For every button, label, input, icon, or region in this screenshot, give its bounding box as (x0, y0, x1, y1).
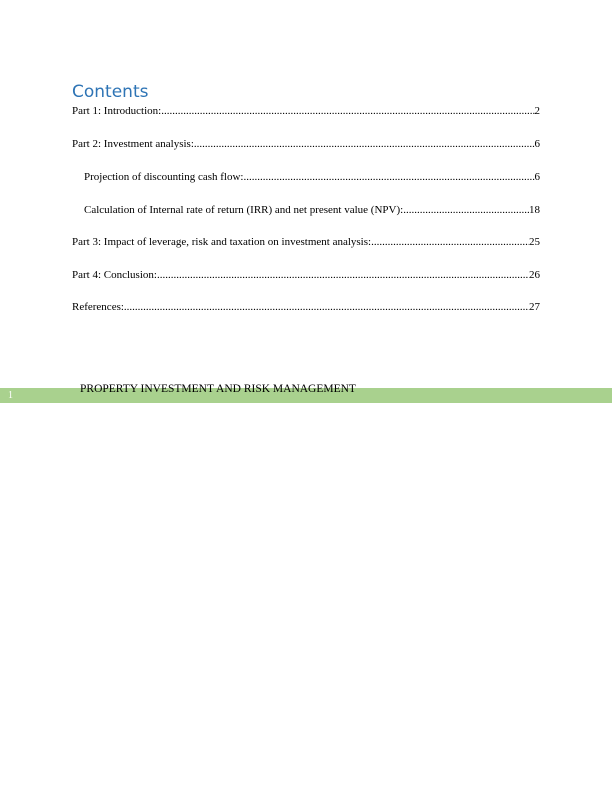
toc-heading: Contents (72, 82, 149, 102)
toc-page-number: 6 (534, 138, 540, 150)
toc-entry-investment-analysis[interactable] (72, 136, 540, 152)
toc-page-number: 6 (534, 171, 540, 183)
page-number: 1 (8, 390, 13, 401)
toc-leader-dots (124, 299, 529, 315)
toc-entry-introduction[interactable] (72, 103, 540, 119)
toc-leader-dots (161, 103, 534, 119)
toc-entry-conclusion[interactable] (72, 267, 540, 283)
toc-page-number: 18 (529, 204, 540, 216)
toc-entry-text: Projection of discounting cash flow: (84, 171, 244, 183)
toc-entry-text: Part 2: Investment analysis: (72, 138, 194, 150)
toc-entry-text: Calculation of Internal rate of return (IRR) and net present value (NPV): (84, 204, 404, 216)
toc-entry-text: Part 1: Introduction: (72, 105, 162, 117)
toc-leader-dots (157, 267, 529, 283)
toc-entry-leverage-risk-taxation[interactable] (72, 234, 540, 250)
toc-leader-dots (371, 234, 529, 250)
toc-leader-dots (243, 169, 534, 185)
toc-entry-text: References: (72, 301, 124, 313)
running-title: PROPERTY INVESTMENT AND RISK MANAGEMENT (80, 383, 356, 395)
toc-page-number: 25 (529, 236, 540, 248)
toc-leader-dots (403, 202, 529, 218)
toc-entry-cash-flow-projection[interactable] (84, 169, 540, 185)
toc-page-number: 26 (529, 269, 540, 281)
toc-entry-irr-npv[interactable] (84, 202, 540, 218)
toc-entry-text: Part 3: Impact of leverage, risk and taxation on investment analysis: (72, 236, 372, 248)
toc-entry-references[interactable] (72, 299, 540, 315)
toc-entry-text: Part 4: Conclusion: (72, 269, 157, 281)
toc-leader-dots (194, 136, 535, 152)
toc-page-number: 27 (529, 301, 540, 313)
toc-page-number: 2 (534, 105, 540, 117)
